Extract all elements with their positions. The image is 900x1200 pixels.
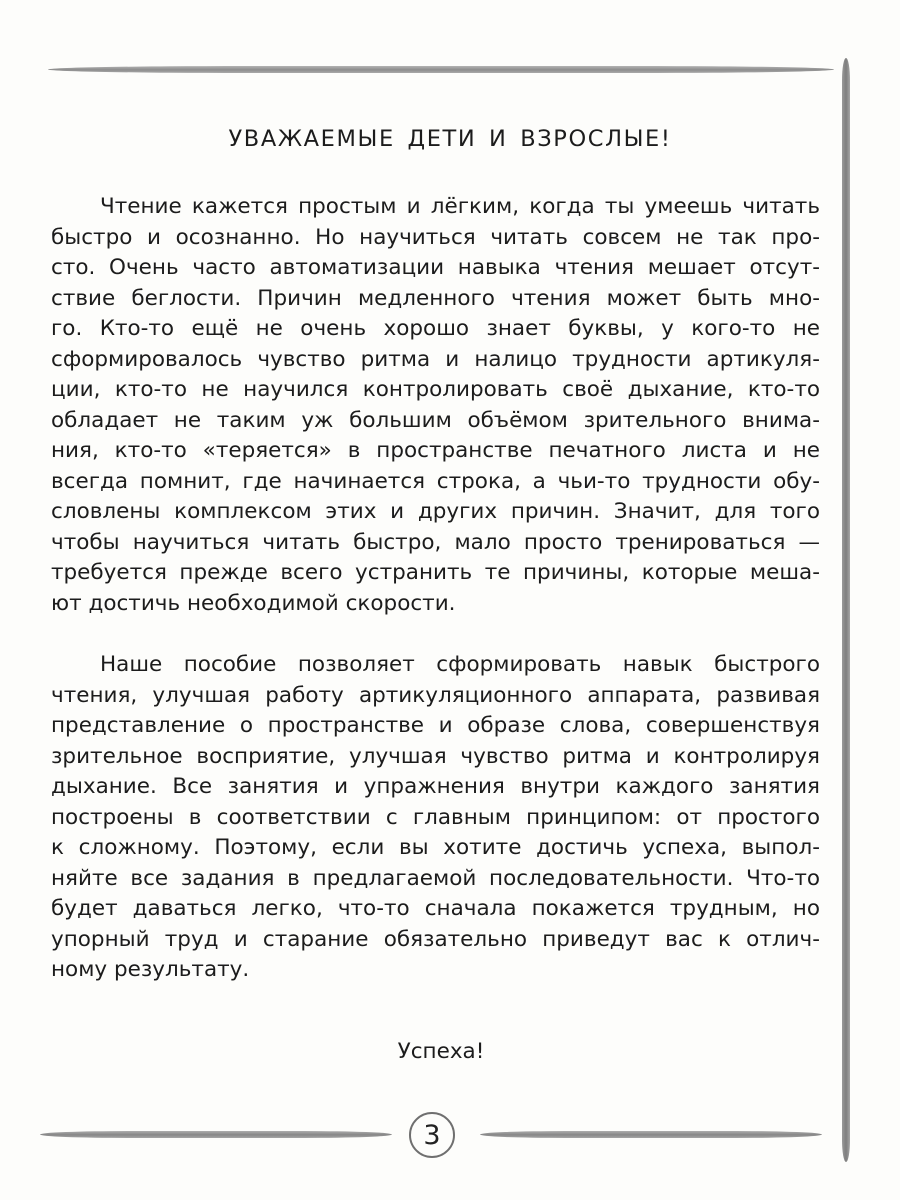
paragraph-1 [51,192,820,619]
text-line: построены в соответствии с главным принципом: от простого [51,804,820,830]
text-line: Наше пособие позволяет сформировать навык быстрого [100,652,820,677]
text-line: чтобы научиться читать быстро, мало просто тренироваться — [51,529,820,555]
text-line: требуется прежде всего устранить те причины, которые меша- [51,560,820,585]
text-line: словлены комплексом этих и других причин. Значит, для того [51,499,820,524]
text-line: к сложному. Поэтому, если вы хотите достичь успеха, выпол- [51,835,820,860]
side-decorative-rule [842,58,850,1162]
text-line: ному результату. [51,957,250,982]
bottom-right-decorative-rule [480,1131,822,1138]
text-line: обладает не таким уж большим объёмом зрительного внима- [51,407,820,433]
closing-wish: Успеха! [397,1039,485,1064]
top-decorative-rule [48,66,834,73]
text-line: будет даваться легко, что-то сначала покажется трудным, но [51,896,820,921]
text-line: няйте все задания в предлагаемой последовательности. Что-то [51,865,820,891]
text-line: ют достичь необходимой скорости. [51,590,456,616]
text-line: сформировалось чувство ритма и налицо трудности артикуля- [51,346,820,372]
text-line: чтения, улучшая работу артикуляционного аппарата, развивая [51,682,820,708]
text-line: го. Кто-то ещё не очень хорошо знает буквы, у кого-то не [51,316,820,341]
text-line: быстро и осознанно. Но научиться читать совсем не так про- [51,224,820,250]
text-line: ции, кто-то не научился контролировать своё дыхание, кто-то [51,377,820,402]
text-line: ствие беглости. Причин медленного чтения может быть мно- [51,285,820,311]
paragraph-2 [51,650,820,986]
text-line: представление о пространстве и образе слова, совершенствуя [51,713,820,738]
page-title: УВАЖАЕМЫЕ ДЕТИ И ВЗРОСЛЫЕ! [228,126,672,152]
text-line: всегда помнит, где начинается строка, а чьи-то трудности обу- [51,468,820,494]
text-line: зрительное восприятие, улучшая чувство ритма и контролируя [51,743,820,769]
bottom-left-decorative-rule [40,1131,392,1138]
text-line: ния, кто-то «теряется» в пространстве печатного листа и не [51,438,820,463]
text-line: дыхание. Все занятия и упражнения внутри каждого занятия [51,774,820,799]
page-number: 3 [409,1112,455,1158]
text-line: Чтение кажется простым и лёгким, когда ты умеешь читать [100,194,820,219]
text-line: упорный труд и старание обязательно приведут вас к отлич- [51,926,820,952]
text-line: сто. Очень часто автоматизации навыка чтения мешает отсут- [51,255,820,280]
